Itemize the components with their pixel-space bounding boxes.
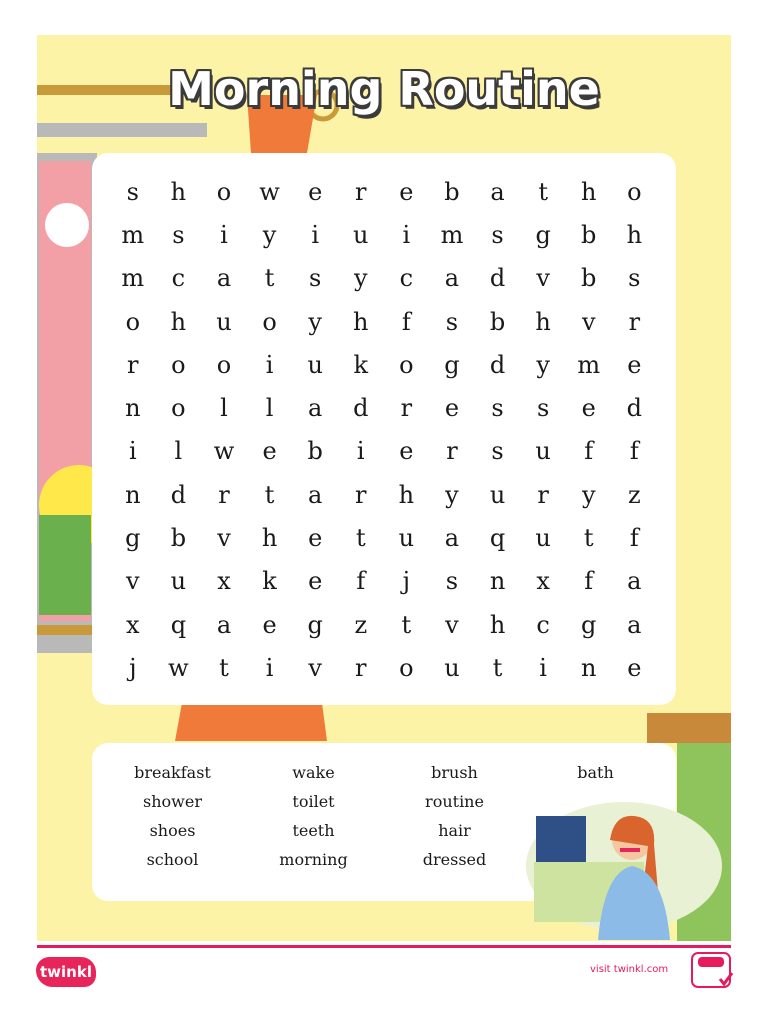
grid-cell[interactable]: u	[535, 524, 551, 553]
twinkl-logo[interactable]: twinkl	[36, 957, 96, 987]
grid-cell[interactable]: o	[171, 394, 186, 423]
word-list-item: dressed	[422, 850, 487, 869]
grid-cell[interactable]: d	[353, 394, 369, 423]
grid-cell[interactable]: m	[121, 220, 145, 249]
grid-cell[interactable]: t	[219, 653, 229, 682]
grid-cell[interactable]: h	[398, 480, 415, 509]
quality-badge-icon	[690, 951, 734, 991]
word-list-item: morning	[279, 850, 348, 869]
grid-cell[interactable]: g	[444, 350, 460, 379]
grid-cell[interactable]: d	[626, 394, 643, 423]
grid-cell[interactable]: i	[128, 437, 137, 466]
grid-cell[interactable]: b	[170, 524, 187, 553]
grid-cell[interactable]: m	[440, 220, 464, 249]
grid-cell[interactable]: i	[402, 220, 411, 249]
grid-cell[interactable]: u	[444, 653, 460, 682]
girl-brushing-teeth-illustration	[524, 800, 724, 942]
grid-cell[interactable]: l	[220, 394, 228, 423]
grid-cell[interactable]: e	[262, 437, 277, 466]
grid-cell[interactable]: c	[171, 264, 186, 293]
grid-cell[interactable]: y	[262, 220, 277, 249]
grid-cell[interactable]: e	[308, 567, 323, 596]
visit-link[interactable]: visit twinkl.com	[590, 964, 669, 975]
word-list	[102, 763, 614, 879]
grid-cell[interactable]: n	[125, 480, 141, 509]
grid-cell[interactable]: u	[398, 524, 415, 553]
grid-cell[interactable]: h	[489, 610, 506, 639]
grid-cell[interactable]: t	[355, 524, 366, 553]
word-list-item: bath	[577, 763, 614, 782]
grid-cell[interactable]: d	[489, 264, 506, 293]
grid-cell[interactable]: y	[445, 480, 459, 509]
grid-cell[interactable]: c	[536, 610, 550, 639]
grid-cell[interactable]: h	[261, 524, 278, 553]
grid-cell[interactable]: n	[489, 567, 506, 596]
grid-cell[interactable]: y	[581, 480, 596, 509]
grid-cell[interactable]: v	[445, 610, 459, 639]
grid-cell[interactable]: y	[308, 307, 322, 336]
grid-cell[interactable]: b	[581, 220, 597, 249]
grid-cell[interactable]: a	[216, 264, 232, 293]
grid-cell[interactable]: d	[489, 350, 506, 379]
grid-cell[interactable]: t	[538, 177, 548, 206]
grid-cell[interactable]: s	[126, 177, 139, 206]
grid-cell[interactable]: w	[168, 653, 189, 682]
grid-cell[interactable]: u	[489, 480, 506, 509]
grid-cell[interactable]: l	[265, 394, 274, 423]
grid-cell[interactable]: r	[355, 653, 367, 682]
grid-cell[interactable]: s	[536, 394, 550, 423]
grid-cell[interactable]: i	[356, 437, 365, 466]
grid-cell[interactable]: q	[489, 524, 506, 553]
grid-cell[interactable]: a	[627, 567, 642, 596]
word-list-item: school	[146, 850, 199, 869]
word-list-item: routine	[425, 792, 484, 811]
grid-cell[interactable]: m	[577, 350, 601, 379]
grid-cell[interactable]: s	[628, 264, 641, 293]
grid-cell[interactable]: a	[216, 610, 232, 639]
grid-cell[interactable]: o	[216, 177, 232, 206]
grid-cell[interactable]: t	[492, 653, 503, 682]
grid-cell[interactable]: t	[264, 264, 275, 293]
grid-cell[interactable]: o	[125, 307, 141, 336]
grid-cell[interactable]: l	[174, 437, 183, 466]
grid-cell[interactable]: u	[307, 350, 323, 379]
grid-cell[interactable]: f	[401, 307, 411, 336]
grid-cell[interactable]: a	[308, 394, 323, 423]
grid-cell[interactable]: g	[581, 610, 597, 639]
grid-cell[interactable]: k	[353, 350, 369, 379]
grid-cell[interactable]: u	[216, 307, 232, 336]
grid-cell[interactable]: z	[628, 480, 641, 509]
grid-cell[interactable]: t	[583, 524, 594, 553]
grid-cell[interactable]: r	[218, 480, 230, 509]
word-list-item: wake	[292, 763, 335, 782]
grid-cell[interactable]: k	[262, 567, 277, 596]
grid-cell[interactable]: x	[536, 567, 550, 596]
grid-cell[interactable]: e	[308, 524, 323, 553]
grid-cell[interactable]: g	[125, 524, 141, 553]
grid-cell[interactable]: r	[400, 394, 413, 423]
grid-cell[interactable]: a	[444, 524, 460, 553]
grid-cell[interactable]: a	[490, 177, 505, 206]
grid-cell[interactable]: s	[491, 220, 504, 249]
grid-cell[interactable]: c	[399, 264, 414, 293]
grid-cell[interactable]: n	[125, 394, 141, 423]
grid-cell[interactable]: s	[445, 307, 459, 336]
grid-cell[interactable]: o	[171, 350, 186, 379]
grid-cell[interactable]: y	[353, 264, 368, 293]
grid-cell[interactable]: n	[581, 653, 597, 682]
grid-cell[interactable]: b	[307, 437, 323, 466]
grid-cell[interactable]: h	[581, 177, 597, 206]
grid-cell[interactable]: e	[444, 394, 460, 423]
grid-cell[interactable]: e	[399, 437, 414, 466]
grid-cell[interactable]: d	[170, 480, 187, 509]
word-list-item: brush	[431, 763, 478, 782]
grid-cell[interactable]: s	[445, 567, 459, 596]
grid-cell[interactable]: r	[537, 480, 549, 509]
grid-cell[interactable]: s	[309, 264, 322, 293]
grid-cell[interactable]: z	[354, 610, 368, 639]
grid-cell[interactable]: r	[355, 480, 367, 509]
grid-cell[interactable]: m	[121, 264, 145, 293]
grid-cell[interactable]: y	[536, 350, 550, 379]
grid-cell[interactable]: v	[536, 264, 550, 293]
grid-cell[interactable]: e	[627, 350, 642, 379]
word-list-item: breakfast	[134, 763, 211, 782]
grid-cell[interactable]: s	[491, 437, 504, 466]
grid-cell[interactable]: i	[311, 220, 320, 249]
grid-cell[interactable]: j	[402, 567, 411, 596]
grid-cell[interactable]: o	[262, 307, 277, 336]
grid-cell[interactable]: h	[353, 307, 369, 336]
grid-cell[interactable]: g	[307, 610, 323, 639]
grid-cell[interactable]: u	[353, 220, 369, 249]
grid-cell[interactable]: a	[308, 480, 323, 509]
grid-cell[interactable]: f	[584, 567, 594, 596]
grid-cell[interactable]: v	[308, 653, 322, 682]
grid-cell[interactable]: h	[535, 307, 551, 336]
grid-cell[interactable]: a	[444, 264, 460, 293]
grid-cell[interactable]: b	[489, 307, 506, 336]
grid-cell[interactable]: o	[399, 350, 414, 379]
grid-cell[interactable]: r	[355, 177, 367, 206]
grid-cell[interactable]: o	[627, 177, 642, 206]
grid-cell[interactable]: s	[491, 394, 504, 423]
grid-cell[interactable]: e	[262, 610, 277, 639]
grid-cell[interactable]: i	[265, 653, 274, 682]
grid-cell[interactable]: w	[259, 177, 280, 206]
grid-cell[interactable]: q	[170, 610, 187, 639]
grid-cell[interactable]: x	[126, 610, 140, 639]
grid-cell[interactable]: i	[265, 350, 274, 379]
grid-cell[interactable]: r	[628, 307, 641, 336]
grid-cell[interactable]: v	[126, 567, 140, 596]
grid-cell[interactable]: a	[627, 610, 642, 639]
grid-cell[interactable]: f	[629, 524, 639, 553]
grid-cell[interactable]: i	[539, 653, 547, 682]
grid-cell[interactable]: f	[629, 437, 639, 466]
grid-cell[interactable]: o	[399, 653, 414, 682]
grid-cell[interactable]: f	[356, 567, 366, 596]
word-list-item: shoes	[149, 821, 196, 840]
grid-cell[interactable]: w	[213, 437, 235, 466]
grid-cell[interactable]: e	[581, 394, 596, 423]
grid-cell[interactable]: h	[626, 220, 643, 249]
grid-cell[interactable]: v	[217, 524, 231, 553]
grid-cell[interactable]: j	[129, 653, 137, 682]
grid-cell[interactable]: r	[446, 437, 458, 466]
word-list-item: shower	[143, 792, 202, 811]
grid-cell[interactable]: h	[170, 307, 187, 336]
grid-cell[interactable]: e	[627, 653, 642, 682]
grid-cell[interactable]: g	[535, 220, 551, 249]
grid-cell[interactable]: u	[170, 567, 187, 596]
footer-divider	[37, 945, 731, 948]
word-list-item: teeth	[292, 821, 335, 840]
grid-cell[interactable]: x	[217, 567, 231, 596]
word-list-item: hair	[438, 821, 471, 840]
grid-cell[interactable]: r	[127, 350, 139, 379]
grid-cell[interactable]: t	[401, 610, 412, 639]
grid-cell[interactable]: v	[581, 307, 596, 336]
grid-cell[interactable]: i	[220, 220, 228, 249]
grid-cell[interactable]: e	[308, 177, 323, 206]
grid-cell[interactable]: s	[172, 220, 185, 249]
word-search-grid	[110, 170, 658, 690]
grid-cell[interactable]: u	[535, 437, 551, 466]
grid-cell[interactable]: o	[216, 350, 232, 379]
grid-cell[interactable]: t	[264, 480, 275, 509]
word-list-item: toilet	[292, 792, 335, 811]
grid-cell[interactable]: b	[444, 177, 460, 206]
grid-cell[interactable]: f	[584, 437, 594, 466]
grid-cell[interactable]: h	[170, 177, 187, 206]
page-title: Morning Routine	[168, 62, 600, 116]
grid-cell[interactable]: e	[399, 177, 414, 206]
grid-cell[interactable]: b	[581, 264, 597, 293]
